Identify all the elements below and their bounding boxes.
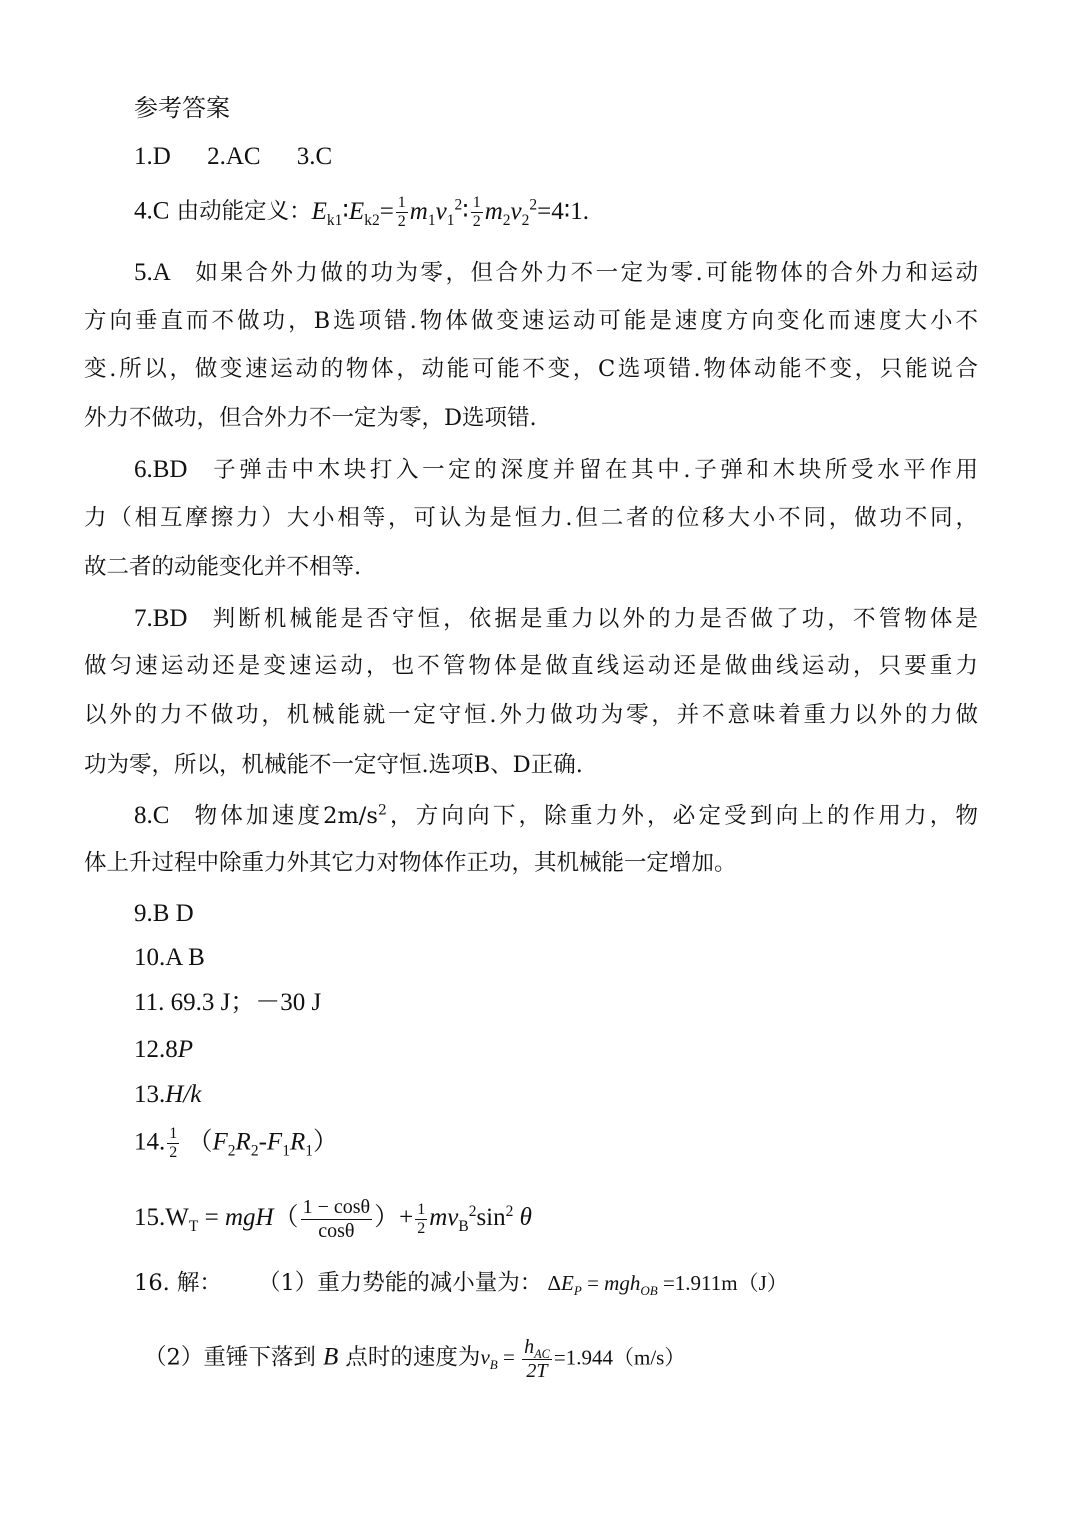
answer-6-line-2: 力（相互摩擦力）大小相等，可认为是恒力.但二者的位移大小不同，做功不同，: [84, 505, 978, 531]
answer-7-line-3: 以外的力不做功，机械能就一定守恒.外力做功为零，并不意味着重力以外的力做: [84, 702, 978, 728]
answer-4-text: 由动能定义：: [176, 198, 312, 225]
answer-7-line-4: 功为零，所以，机械能不一定守恒.选项B、D正确.: [84, 752, 583, 778]
answer-6-line-1: 6.BD 子弹击中木块打入一定的深度并留在其中.子弹和木块所受水平作用: [84, 457, 978, 482]
answer-5-line-4: 外力不做功，但合外力不一定为零，D选项错.: [84, 405, 537, 431]
page-title: 参考答案: [134, 94, 230, 122]
answer-13: 13.H/k: [134, 1081, 202, 1108]
answer-8-line-2: 体上升过程中除重力外其它力对物体作正功，其机械能一定增加。: [84, 850, 737, 876]
answer-4-formula: $E_{k1}∶E_{k2}=$ $\frac{1}{2}$ $m_1v_1^2∶$ $\frac{1}{2}$ $m_2v_2^2=4∶1$.: [311, 194, 590, 231]
answer-5-line-1: 5.A 如果合外力做的功为零，但合外力不一定为零.可能物体的合外力和运动: [84, 260, 978, 285]
answer-10: 10.A B: [134, 944, 205, 971]
answer-15: $15.W_T = mgH$（ $\frac{1 - \cos\theta}{\cos\theta}$ ）+ $\frac{1}{2}$ $mv_B^2\sin^2$ θ: [134, 1196, 532, 1242]
half-fraction: $\frac{1}{2}$: [472, 194, 481, 231]
answer-16-part-1: 16. 解： （1）重力势能的减小量为： $\Delta E_P = mgh_{OB} =1.911m(J)$: [134, 1270, 788, 1299]
answer-5-number: 5.A: [134, 259, 171, 286]
answer-7-line-1: 7.BD 判断机械能是否守恒，依据是重力以外的力是否做了功，不管物体是: [84, 606, 978, 631]
answer-8-number: 8.C: [134, 802, 170, 829]
answer-12: 12.8P: [134, 1036, 194, 1063]
answer-4-number: 4.C: [134, 197, 170, 225]
answer-5-line-2: 方向垂直而不做功，B选项错.物体做变速运动可能是速度方向变化而速度大小不: [84, 308, 978, 334]
cos-fraction: $\frac{1 - \cos\theta}{\cos\theta}$: [302, 1196, 371, 1242]
answer-7-line-2: 做匀速运动还是变速运动，也不管物体是做直线运动还是做曲线运动，只要重力: [84, 653, 978, 679]
answer-2: 2.AC: [207, 143, 261, 170]
answer-7-number: 7.BD: [134, 605, 188, 632]
answer-14: 14. $\frac{1}{2}$ $(F_2R_2-F_1R_1)$: [134, 1125, 338, 1162]
half-fraction: $\frac{1}{2}$: [169, 1125, 178, 1162]
answers-1-3: [134, 144, 332, 169]
answer-6-line-3: 故二者的动能变化并不相等.: [84, 554, 362, 580]
answer-1: 1.D: [134, 143, 171, 170]
answer-11: 11. 69.3 J；－30 J: [134, 989, 322, 1016]
answer-5-line-3: 变.所以，做变速运动的物体，动能可能不变，C选项错.物体动能不变，只能说合: [84, 356, 978, 382]
answer-16-part-2: （2）重锤下落到 B 点时的速度为$v_B$ = $\frac{h_{AC}}{2T}$ =1.944（m/s）: [144, 1336, 686, 1382]
velocity-fraction: $\frac{h_{AC}}{2T}$: [524, 1336, 550, 1382]
answer-6-number: 6.BD: [134, 456, 188, 483]
answer-8-line-1: 8.C 物体加速度$2m/s^2$，方向向下，除重力外，必定受到向上的作用力，物: [84, 803, 978, 828]
half-fraction: $\frac{1}{2}$: [397, 194, 406, 231]
answer-9: 9.B D: [134, 900, 194, 927]
answer-4: [134, 194, 589, 232]
half-fraction: $\frac{1}{2}$: [417, 1200, 426, 1237]
answer-3: 3.C: [296, 143, 333, 170]
